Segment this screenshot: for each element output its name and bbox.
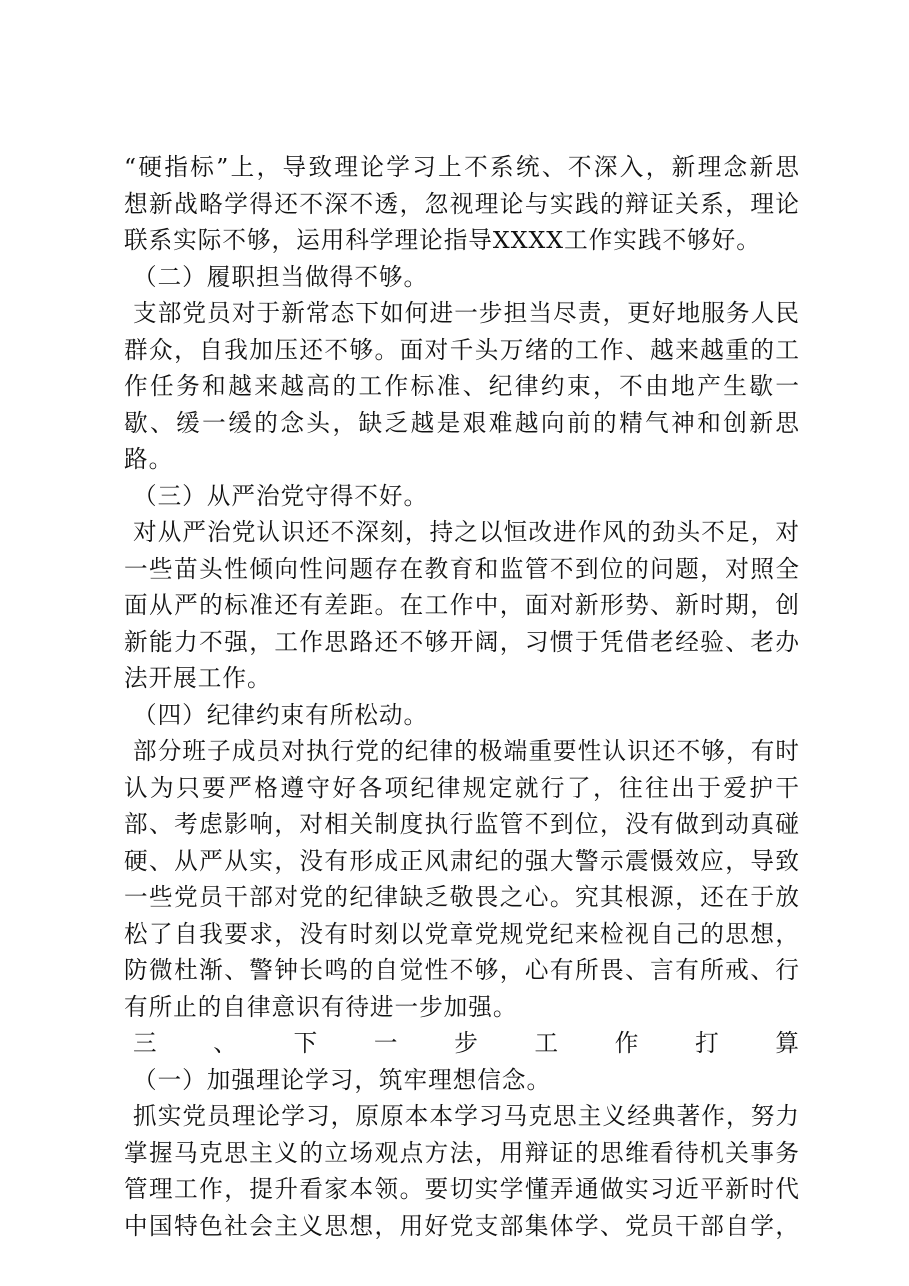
section-heading: （一）加强理论学习，筑牢理想信念。 bbox=[133, 1065, 552, 1094]
text-line: 法开展工作。 bbox=[124, 664, 272, 692]
text-line: 面从严的标准还有差距。在工作中，面对新形势、新时期，创 bbox=[124, 591, 800, 619]
text-line: 想新战略学得还不深不透，忽视理论与实践的辩证关系，理论 bbox=[124, 189, 800, 218]
text-line: 路。 bbox=[124, 445, 174, 473]
text-line: 部、考虑影响，对相关制度执行监管不到位，没有做到动真碰 bbox=[124, 810, 800, 838]
text-line: 联系实际不够，运用科学理论指导XXXX工作实践不够好。 bbox=[124, 226, 761, 254]
document-body bbox=[124, 149, 800, 1244]
text-line: 一些苗头性倾向性问题存在教育和监管不到位的问题，对照全 bbox=[124, 554, 800, 583]
text-line: 歇、缓一缓的念头，缺乏越是艰难越向前的精气神和创新思 bbox=[124, 408, 800, 437]
text-line: 一些党员干部对党的纪律缺乏敬畏之心。究其根源，还在于放 bbox=[124, 883, 800, 911]
text-line: 作任务和越来越高的工作标准、纪律约束，不由地产生歇一 bbox=[124, 372, 800, 400]
text-line: 防微杜渐、警钟长鸣的自觉性不够，心有所畏、言有所戒、行 bbox=[124, 956, 800, 984]
text-line: 中国特色社会主义思想，用好党支部集体学、党员干部自学， bbox=[124, 1211, 800, 1240]
text-line: “硬指标”上，导致理论学习上不系统、不深入，新理念新思 bbox=[124, 153, 800, 181]
text-line: 有所止的自律意识有待进一步加强。 bbox=[124, 992, 518, 1021]
text-line: 三、下一步工作打算 bbox=[133, 1029, 800, 1057]
text-line: 支部党员对于新常态下如何进一步担当尽责，更好地服务人民 bbox=[133, 299, 800, 327]
text-line: 认为只要严格遵守好各项纪律规定就行了，往往出于爱护干 bbox=[124, 773, 800, 802]
text-line: 松了自我要求，没有时刻以党章党规党纪来检视自己的思想， bbox=[124, 919, 800, 948]
text-line: 新能力不强，工作思路还不够开阔，习惯于凭借老经验、老办 bbox=[124, 627, 800, 656]
section-heading: （三）从严治党守得不好。 bbox=[133, 481, 429, 510]
section-heading: （二）履职担当做得不够。 bbox=[133, 262, 429, 291]
text-line: 对从严治党认识还不深刻，持之以恒改进作风的劲头不足，对 bbox=[133, 518, 800, 546]
text-line: 管理工作，提升看家本领。要切实学懂弄通做实习近平新时代 bbox=[124, 1175, 800, 1203]
text-line: 部分班子成员对执行党的纪律的极端重要性认识还不够，有时 bbox=[133, 737, 800, 765]
text-line: 群众，自我加压还不够。面对千头万绪的工作、越来越重的工 bbox=[124, 335, 800, 364]
text-line: 抓实党员理论学习，原原本本学习马克思主义经典著作，努力 bbox=[133, 1102, 800, 1130]
text-line: 硬、从严从实，没有形成正风肃纪的强大警示震慑效应，导致 bbox=[124, 846, 800, 875]
text-line: 掌握马克思主义的立场观点方法，用辩证的思维看待机关事务 bbox=[124, 1138, 800, 1167]
section-heading: （四）纪律约束有所松动。 bbox=[133, 700, 429, 729]
